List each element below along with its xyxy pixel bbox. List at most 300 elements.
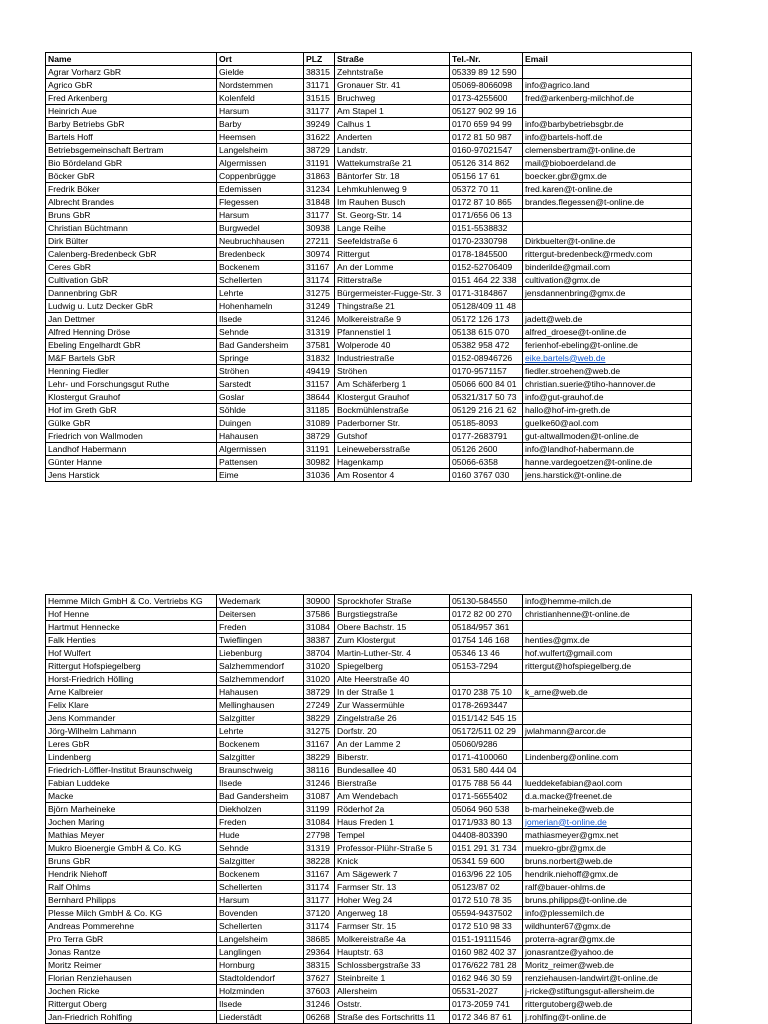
cell-email: rittergut-bredenbeck@rmedv.com (523, 248, 692, 261)
cell-name: Ceres GbR (46, 261, 217, 274)
cell-strasse: Straße des Fortschritts 11 (335, 1011, 450, 1024)
table-row (46, 326, 692, 339)
table-row (46, 712, 692, 725)
cell-tel: 0172 82 00 270 (450, 608, 523, 621)
table-row (46, 920, 692, 933)
cell-tel: 05382 958 472 (450, 339, 523, 352)
cell-email: christian.suerie@tiho-hannover.de (523, 378, 692, 391)
cell-plz: 31249 (304, 300, 335, 313)
cell-name: Klostergut Grauhof (46, 391, 217, 404)
table-row (46, 959, 692, 972)
cell-ort: Schellerten (217, 274, 304, 287)
cell-email: fiedler.stroehen@web.de (523, 365, 692, 378)
cell-plz: 30974 (304, 248, 335, 261)
cell-strasse: Lange Reihe (335, 222, 450, 235)
cell-name: Albrecht Brandes (46, 196, 217, 209)
cell-ort: Algermissen (217, 157, 304, 170)
cell-name: Bruns GbR (46, 209, 217, 222)
table-row (46, 673, 692, 686)
cell-strasse: Zur Wassermühle (335, 699, 450, 712)
cell-name: Hof Wulfert (46, 647, 217, 660)
cell-strasse: Am Rosentor 4 (335, 469, 450, 482)
cell-name: Florian Renziehausen (46, 972, 217, 985)
cell-plz: 38729 (304, 430, 335, 443)
cell-email: fred@arkenberg-milchhof.de (523, 92, 692, 105)
cell-name: Gülke GbR (46, 417, 217, 430)
cell-plz: 38704 (304, 647, 335, 660)
cell-ort: Langlingen (217, 946, 304, 959)
cell-email: christianhenne@t-online.de (523, 608, 692, 621)
cell-email: hendrik.niehoff@gmx.de (523, 868, 692, 881)
cell-ort: Sehnde (217, 326, 304, 339)
cell-strasse: Rittergut (335, 248, 450, 261)
table-row (46, 131, 692, 144)
cell-ort: Salzgitter (217, 751, 304, 764)
cell-strasse: Pfannenstiel 1 (335, 326, 450, 339)
cell-plz: 30982 (304, 456, 335, 469)
cell-ort: Harsum (217, 209, 304, 222)
cell-strasse: Klostergut Grauhof (335, 391, 450, 404)
cell-ort: Hohenhameln (217, 300, 304, 313)
cell-plz: 37586 (304, 608, 335, 621)
cell-strasse: Leinewebersstraße (335, 443, 450, 456)
cell-tel: 05372 70 11 (450, 183, 523, 196)
cell-strasse: Molkereistraße 4a (335, 933, 450, 946)
cell-strasse: Wolperode 40 (335, 339, 450, 352)
cell-tel: 0177-2683791 (450, 430, 523, 443)
cell-name: Rittergut Hofspiegelberg (46, 660, 217, 673)
cell-name: Agrar Vorharz GbR (46, 66, 217, 79)
cell-email: info@bartels-hoff.de (523, 131, 692, 144)
cell-strasse: Farmser Str. 13 (335, 881, 450, 894)
table-row (46, 985, 692, 998)
cell-plz: 31515 (304, 92, 335, 105)
cell-tel: 0172 346 87 61 (450, 1011, 523, 1024)
cell-name: Henning Fiedler (46, 365, 217, 378)
cell-email: lueddekefabian@aol.com (523, 777, 692, 790)
table-row (46, 777, 692, 790)
cell-tel: 0171-5655402 (450, 790, 523, 803)
cell-tel: 04408-803390 (450, 829, 523, 842)
cell-email: binderilde@gmail.com (523, 261, 692, 274)
cell-name: Jens Harstick (46, 469, 217, 482)
cell-email: info@agrico.land (523, 79, 692, 92)
cell-name: Macke (46, 790, 217, 803)
cell-plz: 31275 (304, 725, 335, 738)
cell-email: henties@gmx.de (523, 634, 692, 647)
cell-email: d.a.macke@freenet.de (523, 790, 692, 803)
cell-plz: 31848 (304, 196, 335, 209)
cell-plz: 38116 (304, 764, 335, 777)
cell-plz: 38387 (304, 634, 335, 647)
cell-strasse: Gronauer Str. 41 (335, 79, 450, 92)
cell-plz: 31191 (304, 157, 335, 170)
cell-plz: 31246 (304, 998, 335, 1011)
cell-ort: Harsum (217, 894, 304, 907)
cell-ort: Liebenburg (217, 647, 304, 660)
cell-name: Bruns GbR (46, 855, 217, 868)
cell-plz: 37120 (304, 907, 335, 920)
cell-email: mathiasmeyer@gmx.net (523, 829, 692, 842)
cell-tel: 05066 600 84 01 (450, 378, 523, 391)
cell-ort: Söhlde (217, 404, 304, 417)
cell-tel: 0151/142 545 15 (450, 712, 523, 725)
cell-name: Alfred Henning Dröse (46, 326, 217, 339)
cell-strasse: Anderten (335, 131, 450, 144)
cell-tel: 01754 146 168 (450, 634, 523, 647)
cell-email[interactable]: jomerian@t-online.de (523, 816, 692, 829)
cell-plz: 27211 (304, 235, 335, 248)
header-email: Email (523, 53, 692, 66)
cell-strasse: Bierstraße (335, 777, 450, 790)
header-strasse: Straße (335, 53, 450, 66)
cell-email: info@barbybetriebsgbr.de (523, 118, 692, 131)
cell-name: Calenberg-Bredenbeck GbR (46, 248, 217, 261)
table-row (46, 764, 692, 777)
cell-name: Friedrich-Löffler-Institut Braunschweig (46, 764, 217, 777)
cell-email: clemensbertram@t-online.de (523, 144, 692, 157)
cell-strasse: Industriestraße (335, 352, 450, 365)
cell-plz: 31174 (304, 274, 335, 287)
cell-email (523, 209, 692, 222)
cell-plz: 31174 (304, 920, 335, 933)
cell-strasse: St. Georg-Str. 14 (335, 209, 450, 222)
cell-tel: 0172 87 10 865 (450, 196, 523, 209)
cell-name: Hof Henne (46, 608, 217, 621)
table-row (46, 699, 692, 712)
cell-name: Hartmut Hennecke (46, 621, 217, 634)
cell-strasse: Knick (335, 855, 450, 868)
cell-email: brandes.flegessen@t-online.de (523, 196, 692, 209)
table-row (46, 196, 692, 209)
table-row (46, 608, 692, 621)
contacts-table-1 (45, 52, 692, 482)
cell-strasse: Spiegelberg (335, 660, 450, 673)
cell-strasse: Molkereistraße 9 (335, 313, 450, 326)
cell-ort: Flegessen (217, 196, 304, 209)
cell-email: hanne.vardegoetzen@t-online.de (523, 456, 692, 469)
cell-tel: 0175 788 56 44 (450, 777, 523, 790)
cell-plz: 38315 (304, 959, 335, 972)
table-row (46, 404, 692, 417)
cell-ort: Heemsen (217, 131, 304, 144)
table-row (46, 92, 692, 105)
cell-name: Dannenbring GbR (46, 287, 217, 300)
table-row (46, 79, 692, 92)
cell-plz: 38729 (304, 144, 335, 157)
cell-tel: 0170-9571157 (450, 365, 523, 378)
cell-name: Ebeling Engelhardt GbR (46, 339, 217, 352)
cell-strasse: Zingelstraße 26 (335, 712, 450, 725)
cell-email: info@landhof-habermann.de (523, 443, 692, 456)
cell-name: Jonas Rantze (46, 946, 217, 959)
cell-strasse: Bundesallee 40 (335, 764, 450, 777)
cell-tel: 05156 17 61 (450, 170, 523, 183)
table-row (46, 621, 692, 634)
cell-plz: 27798 (304, 829, 335, 842)
cell-email: muekro-gbr@gmx.de (523, 842, 692, 855)
cell-email: Moritz_reimer@web.de (523, 959, 692, 972)
cell-ort: Langelsheim (217, 933, 304, 946)
cell-ort: Bad Gandersheim (217, 790, 304, 803)
cell-tel: 0178-1845500 (450, 248, 523, 261)
cell-ort: Holzminden (217, 985, 304, 998)
cell-plz: 31319 (304, 842, 335, 855)
cell-ort: Hahausen (217, 686, 304, 699)
cell-tel: 05341 59 600 (450, 855, 523, 868)
table-row (46, 469, 692, 482)
header-name: Name (46, 53, 217, 66)
cell-name: Agrico GbR (46, 79, 217, 92)
cell-name: Bernhard Philipps (46, 894, 217, 907)
cell-tel: 0160 982 402 37 (450, 946, 523, 959)
cell-strasse: Gutshof (335, 430, 450, 443)
table-row (46, 430, 692, 443)
cell-name: Böcker GbR (46, 170, 217, 183)
cell-email (523, 699, 692, 712)
cell-plz: 31167 (304, 738, 335, 751)
table-row (46, 751, 692, 764)
cell-tel: 0170-2330798 (450, 235, 523, 248)
cell-ort: Ilsede (217, 313, 304, 326)
cell-name: Jörg-Wilhelm Lahmann (46, 725, 217, 738)
cell-email: info@plessemilch.de (523, 907, 692, 920)
cell-strasse: Martin-Luther-Str. 4 (335, 647, 450, 660)
cell-email (523, 105, 692, 118)
cell-name: Bartels Hoff (46, 131, 217, 144)
cell-email: Lindenberg@online.com (523, 751, 692, 764)
cell-strasse: Dorfstr. 20 (335, 725, 450, 738)
cell-strasse: Bockmühlenstraße (335, 404, 450, 417)
cell-name: Jan-Friedrich Rohlfing (46, 1011, 217, 1024)
cell-name: Björn Marheineke (46, 803, 217, 816)
cell-name: Jochen Ricke (46, 985, 217, 998)
cell-name: Landhof Habermann (46, 443, 217, 456)
cell-plz: 38644 (304, 391, 335, 404)
cell-tel: 05127 902 99 16 (450, 105, 523, 118)
header-plz: PLZ (304, 53, 335, 66)
cell-ort: Bockenem (217, 261, 304, 274)
cell-plz: 37581 (304, 339, 335, 352)
cell-ort: Ilsede (217, 777, 304, 790)
cell-email: hallo@hof-im-greth.de (523, 404, 692, 417)
cell-strasse: Paderborner Str. (335, 417, 450, 430)
cell-ort: Barby (217, 118, 304, 131)
table-row (46, 417, 692, 430)
cell-plz: 38229 (304, 751, 335, 764)
cell-email (523, 712, 692, 725)
cell-strasse: Im Rauhen Busch (335, 196, 450, 209)
cell-name: Felix Klare (46, 699, 217, 712)
cell-strasse: Bäntorfer Str. 18 (335, 170, 450, 183)
table-row (46, 725, 692, 738)
cell-strasse: An der Lomme (335, 261, 450, 274)
cell-email: bruns.philipps@t-online.de (523, 894, 692, 907)
cell-tel: 0172 81 50 987 (450, 131, 523, 144)
table-row (46, 972, 692, 985)
cell-name: Dirk Bülter (46, 235, 217, 248)
cell-ort: Neubruchhausen (217, 235, 304, 248)
cell-ort: Pattensen (217, 456, 304, 469)
cell-name: Leres GbR (46, 738, 217, 751)
cell-tel: 05126 314 862 (450, 157, 523, 170)
cell-tel: 05172/511 02 29 (450, 725, 523, 738)
cell-email: wildhunter67@gmx.de (523, 920, 692, 933)
cell-plz: 30900 (304, 595, 335, 608)
cell-plz: 31832 (304, 352, 335, 365)
table-row (46, 313, 692, 326)
cell-strasse: Zehntstraße (335, 66, 450, 79)
cell-strasse: Biberstr. (335, 751, 450, 764)
cell-name: Ludwig u. Lutz Decker GbR (46, 300, 217, 313)
table-row (46, 105, 692, 118)
cell-strasse: Hoher Weg 24 (335, 894, 450, 907)
cell-plz: 37603 (304, 985, 335, 998)
cell-ort: Ilsede (217, 998, 304, 1011)
cell-strasse: Schlossbergstraße 33 (335, 959, 450, 972)
cell-plz: 31174 (304, 881, 335, 894)
cell-email (523, 738, 692, 751)
cell-ort: Freden (217, 621, 304, 634)
cell-ort: Bredenbeck (217, 248, 304, 261)
cell-ort: Edemissen (217, 183, 304, 196)
cell-email: proterra-agrar@gmx.de (523, 933, 692, 946)
table-row (46, 443, 692, 456)
cell-name: Lindenberg (46, 751, 217, 764)
cell-email: jwlahmann@arcor.de (523, 725, 692, 738)
cell-ort: Salzgitter (217, 712, 304, 725)
cell-plz: 31199 (304, 803, 335, 816)
cell-strasse: Allersheim (335, 985, 450, 998)
cell-tel: 05060/9286 (450, 738, 523, 751)
table-row (46, 339, 692, 352)
cell-ort: Hude (217, 829, 304, 842)
cell-ort: Schellerten (217, 881, 304, 894)
cell-plz: 31157 (304, 378, 335, 391)
cell-tel: 0162 946 30 59 (450, 972, 523, 985)
cell-tel: 05339 89 12 590 (450, 66, 523, 79)
table-row (46, 235, 692, 248)
table-row (46, 907, 692, 920)
cell-email: rittergutoberg@web.de (523, 998, 692, 1011)
table-row (46, 287, 692, 300)
cell-plz: 38685 (304, 933, 335, 946)
cell-plz: 38315 (304, 66, 335, 79)
cell-strasse: Hauptstr. 63 (335, 946, 450, 959)
cell-email: ralf@bauer-ohlms.de (523, 881, 692, 894)
cell-tel: 0178-2693447 (450, 699, 523, 712)
cell-ort: Coppenbrügge (217, 170, 304, 183)
cell-tel: 0170 659 94 99 (450, 118, 523, 131)
cell-plz: 31020 (304, 660, 335, 673)
cell-name: Mathias Meyer (46, 829, 217, 842)
cell-strasse: Tempel (335, 829, 450, 842)
cell-tel: 0151 464 22 338 (450, 274, 523, 287)
cell-ort: Mellinghausen (217, 699, 304, 712)
cell-strasse: Zum Klostergut (335, 634, 450, 647)
cell-plz: 31177 (304, 105, 335, 118)
cell-plz: 31246 (304, 313, 335, 326)
cell-strasse: Am Wendebach (335, 790, 450, 803)
cell-plz: 31089 (304, 417, 335, 430)
cell-name: Fred Arkenberg (46, 92, 217, 105)
cell-email: boecker.gbr@gmx.de (523, 170, 692, 183)
cell-name: Rittergut Oberg (46, 998, 217, 1011)
cell-email: j-ricke@stiftungsgut-allersheim.de (523, 985, 692, 998)
cell-email: bruns.norbert@web.de (523, 855, 692, 868)
table-row (46, 946, 692, 959)
cell-email: ferienhof-ebeling@t-online.de (523, 339, 692, 352)
cell-plz: 31020 (304, 673, 335, 686)
cell-strasse: Hagenkamp (335, 456, 450, 469)
cell-name: Jan Dettmer (46, 313, 217, 326)
cell-name: Hof im Greth GbR (46, 404, 217, 417)
cell-strasse: Am Schäferberg 1 (335, 378, 450, 391)
cell-plz: 31622 (304, 131, 335, 144)
table-row (46, 894, 692, 907)
cell-ort: Salzhemmendorf (217, 673, 304, 686)
cell-ort: Braunschweig (217, 764, 304, 777)
cell-ort: Salzgitter (217, 855, 304, 868)
cell-tel: 05321/317 50 73 (450, 391, 523, 404)
table-row (46, 352, 692, 365)
cell-strasse: Lehmkuhlenweg 9 (335, 183, 450, 196)
cell-ort: Bockenem (217, 868, 304, 881)
cell-plz: 29364 (304, 946, 335, 959)
cell-email: j.rohlfing@t-online.de (523, 1011, 692, 1024)
table-row (46, 248, 692, 261)
cell-ort: Bockenem (217, 738, 304, 751)
cell-ort: Wedemark (217, 595, 304, 608)
cell-strasse: In der Straße 1 (335, 686, 450, 699)
cell-tel: 0172 510 98 33 (450, 920, 523, 933)
cell-plz: 31185 (304, 404, 335, 417)
cell-ort: Algermissen (217, 443, 304, 456)
table-row (46, 66, 692, 79)
cell-name: Friedrich von Wallmoden (46, 430, 217, 443)
table-row (46, 647, 692, 660)
table-row (46, 842, 692, 855)
cell-tel: 0171/933 80 13 (450, 816, 523, 829)
table-row (46, 868, 692, 881)
cell-strasse: Bürgermeister-Fugge-Str. 3 (335, 287, 450, 300)
cell-email[interactable]: eike.bartels@web.de (523, 352, 692, 365)
table-row (46, 790, 692, 803)
table-row (46, 829, 692, 842)
cell-tel: 05069-8066098 (450, 79, 523, 92)
cell-ort: Lehrte (217, 725, 304, 738)
table-row (46, 209, 692, 222)
cell-strasse: Sprockhofer Straße (335, 595, 450, 608)
cell-tel: 0172 510 78 35 (450, 894, 523, 907)
cell-plz: 31863 (304, 170, 335, 183)
cell-plz: 06268 (304, 1011, 335, 1024)
table-row (46, 1011, 692, 1024)
cell-ort: Gielde (217, 66, 304, 79)
cell-plz: 31177 (304, 894, 335, 907)
cell-strasse: An der Lamme 2 (335, 738, 450, 751)
contacts-table-2 (45, 594, 692, 1024)
cell-name: Jochen Maring (46, 816, 217, 829)
cell-plz: 39249 (304, 118, 335, 131)
cell-email: guelke60@aol.com (523, 417, 692, 430)
cell-plz: 31167 (304, 868, 335, 881)
cell-tel: 05066-6358 (450, 456, 523, 469)
cell-plz: 31234 (304, 183, 335, 196)
cell-plz: 38228 (304, 855, 335, 868)
cell-ort: Hahausen (217, 430, 304, 443)
cell-ort: Bovenden (217, 907, 304, 920)
